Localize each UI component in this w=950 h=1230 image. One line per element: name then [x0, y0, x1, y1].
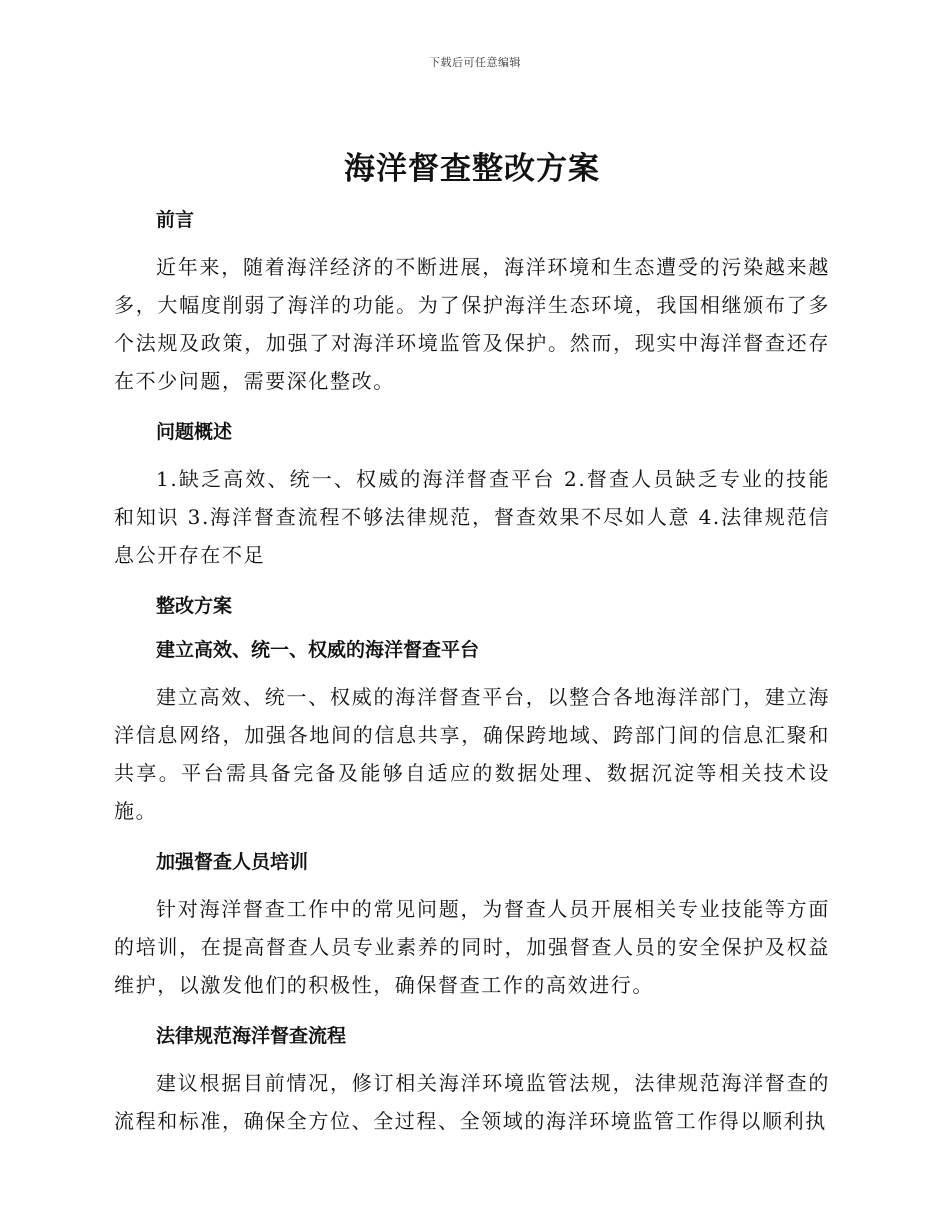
section-text-problems: 1.缺乏高效、统一、权威的海洋督查平台 2.督查人员缺乏专业的技能和知识 3.海洋督查流程不够法律规范，督查效果不尽如人意 4.法律规范信息公开存在不足	[114, 467, 830, 567]
section-text-training: 针对海洋督查工作中的常见问题，为督查人员开展相关专业技能等方面的培训，在提高督查人员专业素养的同时，加强督查人员的安全保护及权益维护，以激发他们的积极性，确保督查工作的高效进行。	[114, 897, 830, 997]
section-heading-preface: 前言	[156, 209, 195, 231]
document-title: 海洋督查整改方案	[344, 151, 600, 187]
document-body	[114, 146, 830, 1140]
section-heading-plan: 整改方案	[156, 595, 233, 617]
section-text-preface: 近年来，随着海洋经济的不断进展，海洋环境和生态遭受的污染越来越多，大幅度削弱了海洋的功能。为了保护海洋生态环境，我国相继颁布了多个法规及政策，加强了对海洋环境监管及保护。然而，现实中海洋督查还存在不少问题，需要深化整改。	[114, 255, 830, 393]
section-heading-training: 加强督查人员培训	[156, 851, 309, 873]
section-heading-platform: 建立高效、统一、权威的海洋督查平台	[156, 639, 480, 661]
header-note: 下载后可任意编辑	[429, 56, 521, 69]
section-heading-process: 法律规范海洋督查流程	[156, 1025, 347, 1047]
section-heading-problems: 问题概述	[156, 421, 233, 443]
section-text-platform: 建立高效、统一、权威的海洋督查平台，以整合各地海洋部门，建立海洋信息网络，加强各地间的信息共享，确保跨地域、跨部门间的信息汇聚和共享。平台需具备完备及能够自适应的数据处理、数据沉淀等相关技术设施。	[114, 685, 830, 823]
section-text-process: 建议根据目前情况，修订相关海洋环境监管法规，法律规范海洋督查的流程和标准，确保全方位、全过程、全领域的海洋环境监管工作得以顺利执	[114, 1071, 830, 1133]
